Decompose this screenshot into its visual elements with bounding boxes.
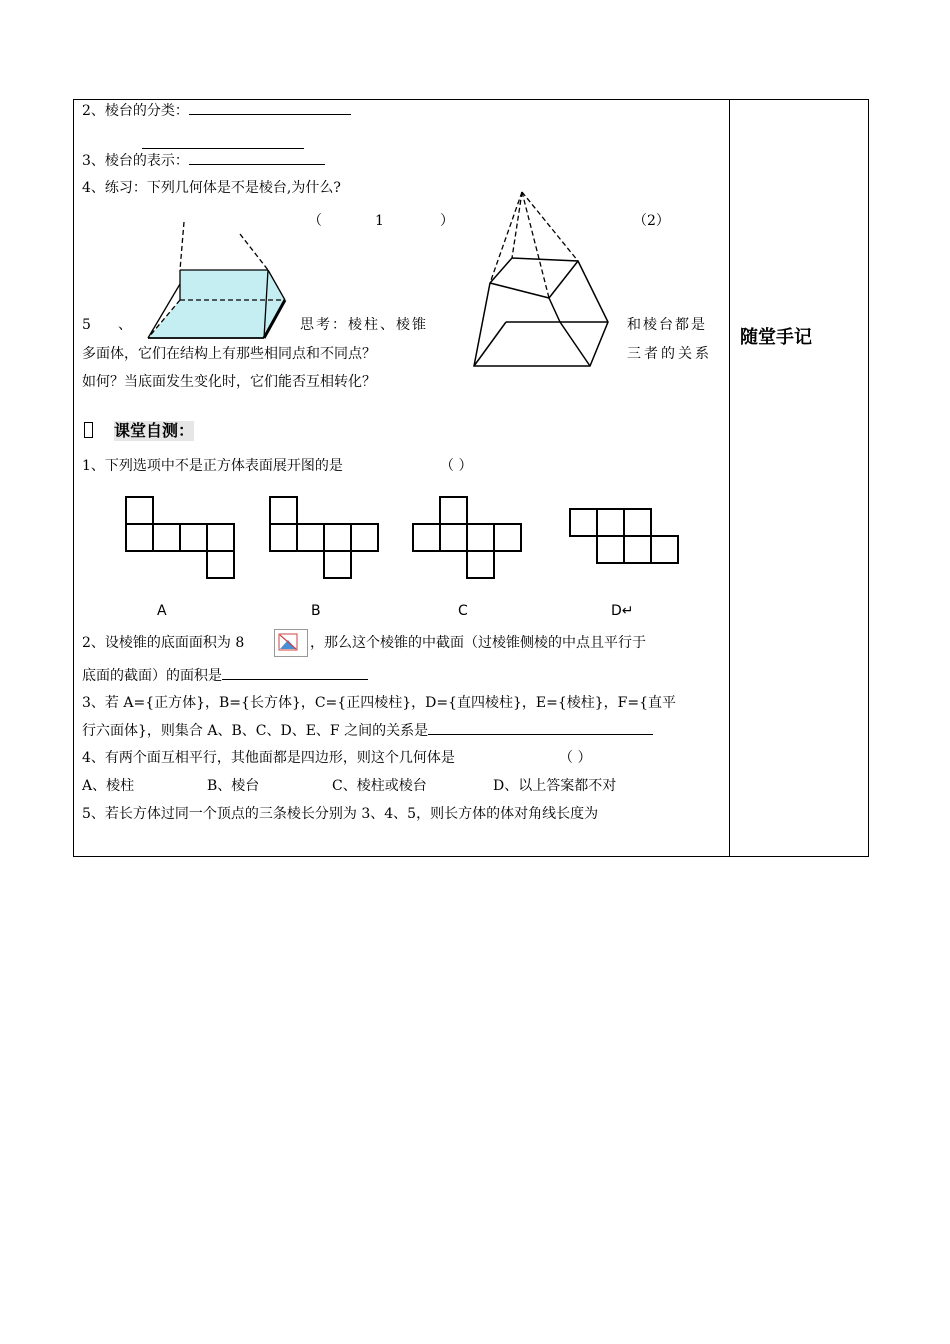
- figure-1-label-open: （: [308, 213, 322, 229]
- q4-option-d: D、以上答案都不对: [493, 778, 617, 794]
- test-question-1: 1、下列选项中不是正方体表面展开图的是: [82, 458, 343, 474]
- bullet-marker: [84, 420, 93, 440]
- question-5-line2b: 三者的关系: [627, 346, 712, 362]
- figure-1-label-num: 1: [375, 213, 384, 229]
- question-5-number: 5: [82, 317, 91, 333]
- q4-option-c: C、棱柱或棱台: [332, 778, 427, 794]
- broken-image-icon: [274, 629, 308, 657]
- figure-2-solid: [470, 188, 620, 373]
- test-question-2: 2、设棱锥的底面面积为 8: [82, 635, 245, 651]
- cube-net-options: [120, 493, 690, 583]
- q4-option-b: B、棱台: [207, 778, 260, 794]
- net-d: [570, 509, 678, 563]
- answer-blank[interactable]: [189, 150, 325, 165]
- answer-paren-1[interactable]: （ ）: [440, 458, 473, 474]
- question-2: 2、棱台的分类：: [82, 100, 351, 121]
- answer-blank[interactable]: [189, 100, 351, 115]
- figure-1-label-close: ）: [440, 213, 454, 229]
- question-5-line3: 如何？当底面发生变化时，它们能否互相转化？: [82, 374, 376, 390]
- notes-column-title: 随堂手记: [740, 327, 812, 348]
- test-question-5: 5、若长方体过同一个顶点的三条棱长分别为 3、4、5，则长方体的体对角线长度为: [82, 806, 599, 822]
- answer-blank[interactable]: [142, 136, 304, 149]
- net-c: [413, 497, 521, 578]
- test-question-2-line2: 底面的截面）的面积是: [82, 665, 368, 686]
- test-question-3: 3、若 A={正方体}，B={长方体}，C={正四棱柱}，D={直四棱柱}，E={棱柱}，F={直平: [82, 695, 676, 711]
- question-5-text-b: 和棱台都是: [627, 317, 707, 333]
- self-test-heading: 课堂自测：: [114, 421, 195, 440]
- option-a-label: A: [157, 603, 167, 619]
- net-a: [126, 497, 234, 578]
- column-divider: [729, 99, 730, 857]
- answer-paren-4[interactable]: （ ）: [559, 750, 592, 766]
- net-b: [270, 497, 378, 578]
- test-question-2-b: ，那么这个棱锥的中截面（过棱锥侧棱的中点且平行于: [310, 635, 646, 651]
- option-d-label: D↵: [611, 603, 634, 619]
- option-b-label: B: [311, 603, 321, 619]
- test-question-4: 4、有两个面互相平行，其他面都是四边形，则这个几何体是: [82, 750, 455, 766]
- q4-option-a: A、棱柱: [82, 778, 135, 794]
- question-5-sep: 、: [118, 317, 132, 333]
- question-5-text-a: 思考：棱柱、棱锥: [300, 317, 428, 333]
- option-c-label: C: [458, 603, 468, 619]
- question-5-line2a: 多面体，它们在结构上有那些相同点和不同点？: [82, 346, 376, 362]
- question-4: 4、练习：下列几何体是不是棱台,为什么?: [82, 180, 341, 196]
- answer-blank[interactable]: [428, 720, 653, 735]
- answer-blank[interactable]: [222, 665, 368, 680]
- figure-2-label: （2）: [633, 213, 670, 229]
- question-3: 3、棱台的表示：: [82, 150, 325, 171]
- figure-1-solid: [140, 220, 300, 350]
- test-question-3-line2: 行六面体}，则集合 A、B、C、D、E、F 之间的关系是: [82, 720, 653, 741]
